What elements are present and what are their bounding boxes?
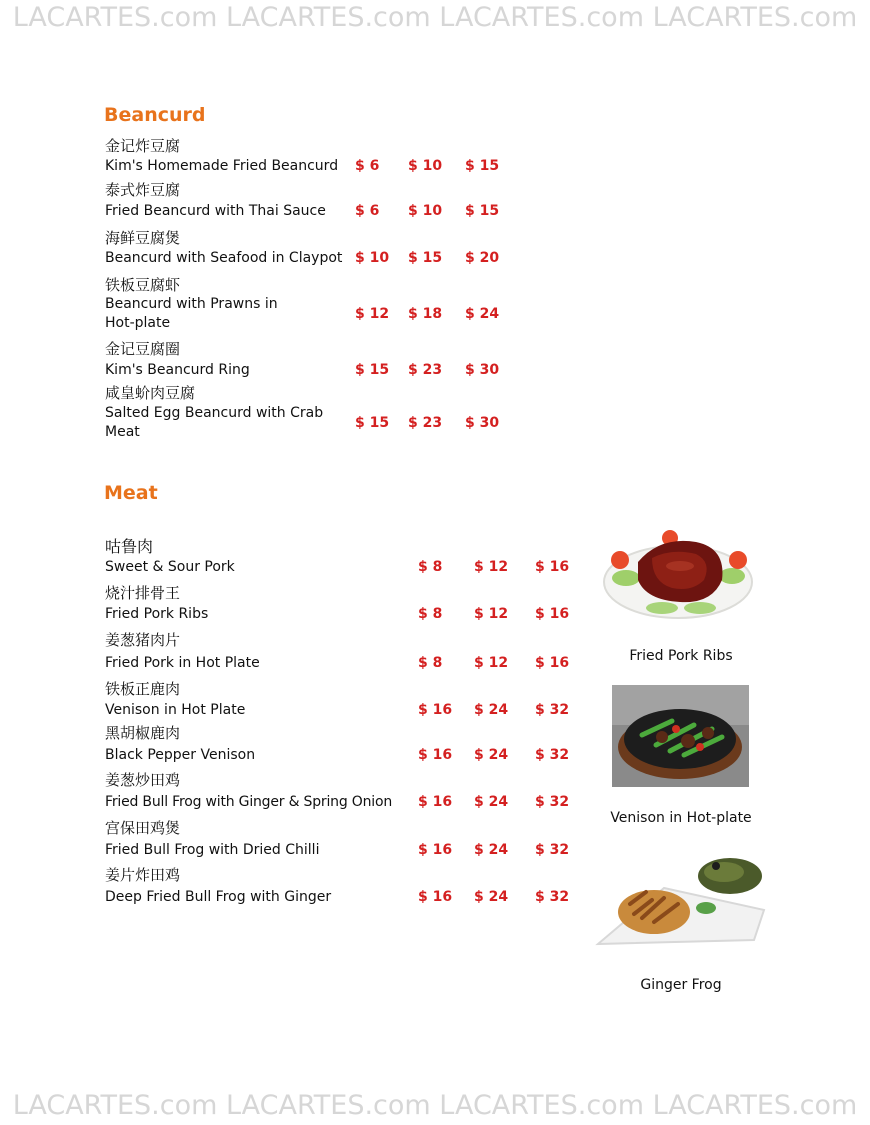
dish-english-name: Black Pepper Venison	[105, 747, 256, 763]
price-small: $ 16	[418, 794, 453, 810]
watermark-top: LACARTES.com LACARTES.com LACARTES.com LACARTES.com	[12, 2, 858, 33]
price-medium: $ 24	[474, 702, 509, 718]
dish-english-name: Venison in Hot Plate	[105, 702, 246, 718]
price-medium: $ 24	[474, 889, 509, 905]
dish-chinese-name: 泰式炸豆腐	[105, 181, 181, 199]
watermark-bottom: LACARTES.com LACARTES.com LACARTES.com LACARTES.com	[12, 1090, 858, 1121]
price-small: $ 16	[418, 747, 453, 763]
dish-english-name: Sweet & Sour Pork	[105, 559, 235, 575]
price-large: $ 30	[465, 415, 500, 431]
section-title-beancurd: Beancurd	[104, 104, 206, 126]
price-large: $ 16	[535, 559, 570, 575]
price-small: $ 16	[418, 702, 453, 718]
price-medium: $ 12	[474, 559, 509, 575]
price-medium: $ 12	[474, 606, 509, 622]
section-title-meat: Meat	[104, 482, 158, 504]
price-small: $ 8	[418, 559, 443, 575]
price-large: $ 32	[535, 794, 570, 810]
dish-english-name: Deep Fried Bull Frog with Ginger	[105, 889, 332, 905]
price-small: $ 16	[418, 842, 453, 858]
price-small: $ 12	[355, 306, 390, 322]
dish-chinese-name: 海鲜豆腐煲	[105, 229, 181, 247]
dish-chinese-name: 咕鲁肉	[105, 537, 154, 556]
price-large: $ 32	[535, 889, 570, 905]
price-large: $ 30	[465, 362, 500, 378]
price-large: $ 15	[465, 158, 500, 174]
dish-chinese-name: 姜葱炒田鸡	[105, 771, 181, 789]
price-small: $ 8	[418, 606, 443, 622]
dish-english-name: Salted Egg Beancurd with Crab	[105, 405, 324, 421]
dish-chinese-name: 金记豆腐圈	[105, 340, 181, 358]
dish-chinese-name: 铁板豆腐虾	[105, 276, 181, 294]
price-medium: $ 12	[474, 655, 509, 671]
dish-chinese-name: 宫保田鸡煲	[105, 819, 181, 837]
price-small: $ 15	[355, 415, 390, 431]
dish-chinese-name: 咸皇蚧肉豆腐	[105, 384, 196, 402]
price-medium: $ 15	[408, 250, 443, 266]
price-large: $ 24	[465, 306, 500, 322]
price-medium: $ 23	[408, 362, 443, 378]
price-medium: $ 24	[474, 842, 509, 858]
price-large: $ 20	[465, 250, 500, 266]
photo-caption: Fried Pork Ribs	[629, 648, 733, 664]
dish-english-name: Fried Bull Frog with Dried Chilli	[105, 842, 320, 858]
dish-english-name: Fried Bull Frog with Ginger & Spring Onion	[105, 794, 393, 810]
price-medium: $ 10	[408, 158, 443, 174]
price-medium: $ 10	[408, 203, 443, 219]
dish-english-name: Beancurd with Prawns in	[105, 296, 278, 312]
dish-english-name: Fried Pork in Hot Plate	[105, 655, 260, 671]
dish-english-name: Fried Pork Ribs	[105, 606, 209, 622]
price-large: $ 16	[535, 606, 570, 622]
price-small: $ 6	[355, 158, 380, 174]
price-medium: $ 24	[474, 747, 509, 763]
dish-chinese-name: 黑胡椒鹿肉	[105, 724, 181, 742]
price-medium: $ 23	[408, 415, 443, 431]
dish-english-name-line2: Hot-plate	[105, 315, 171, 331]
price-small: $ 10	[355, 250, 390, 266]
dish-chinese-name: 姜葱猪肉片	[105, 631, 181, 649]
price-large: $ 15	[465, 203, 500, 219]
price-medium: $ 18	[408, 306, 443, 322]
price-small: $ 6	[355, 203, 380, 219]
dish-english-name: Kim's Beancurd Ring	[105, 362, 250, 378]
price-small: $ 16	[418, 889, 453, 905]
price-large: $ 32	[535, 842, 570, 858]
price-large: $ 32	[535, 702, 570, 718]
venison-hot-plate-photo	[612, 685, 749, 787]
dish-english-name: Kim's Homemade Fried Beancurd	[105, 158, 339, 174]
price-small: $ 15	[355, 362, 390, 378]
price-large: $ 16	[535, 655, 570, 671]
dish-english-name: Fried Beancurd with Thai Sauce	[105, 203, 326, 219]
dish-english-name-line2: Meat	[105, 424, 140, 440]
price-medium: $ 24	[474, 794, 509, 810]
photo-caption: Venison in Hot-plate	[610, 810, 752, 826]
price-small: $ 8	[418, 655, 443, 671]
price-large: $ 32	[535, 747, 570, 763]
pork-ribs-photo	[600, 518, 756, 626]
dish-chinese-name: 烧汁排骨王	[105, 584, 181, 602]
dish-chinese-name: 铁板正鹿肉	[105, 680, 181, 698]
dish-chinese-name: 姜片炸田鸡	[105, 866, 181, 884]
photo-caption: Ginger Frog	[640, 977, 722, 993]
dish-chinese-name: 金记炸豆腐	[105, 137, 181, 155]
ginger-frog-photo	[594, 848, 774, 953]
dish-english-name: Beancurd with Seafood in Claypot	[105, 250, 343, 266]
